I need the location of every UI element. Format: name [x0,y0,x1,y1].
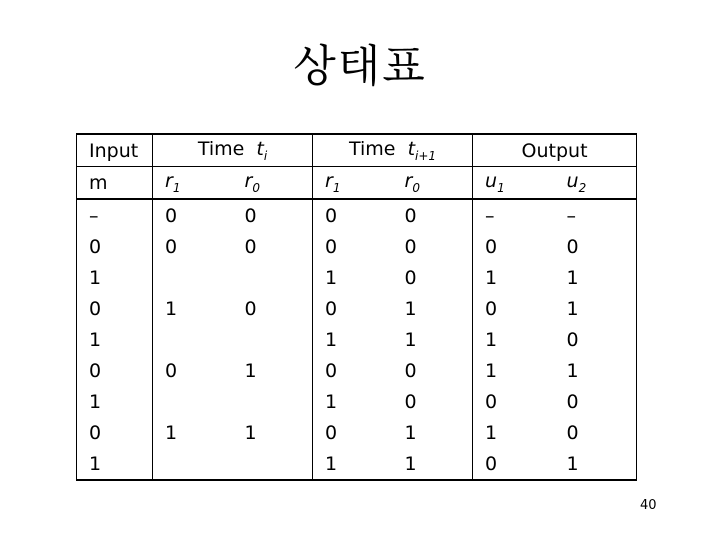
cell-u1: 0 [473,293,555,324]
cell-r1 [153,324,233,355]
cell-m: 0 [77,293,153,324]
cell-r1: 0 [153,199,233,231]
cell-r1-next: 1 [313,262,393,293]
page-title: 상태표 [293,41,427,92]
cell-r0: 0 [233,199,313,231]
header-time-ti: Time $t_i$ [153,134,313,167]
cell-r0-next: 1 [393,324,473,355]
cell-r1-next: 0 [313,417,393,448]
cell-r1-next: 0 [313,199,393,231]
cell-u1: 1 [473,417,555,448]
cell-r0-next: 0 [393,262,473,293]
header-output: Output [473,134,637,167]
cell-r1-next: 1 [313,386,393,417]
subheader-r0: $r_0$ [233,167,313,200]
cell-u2: 1 [555,355,637,386]
cell-r1 [153,262,233,293]
subheader-r1-next: $r_1$ [313,167,393,200]
subheader-m: m [77,167,153,200]
table-row [77,324,637,355]
cell-m: 1 [77,448,153,480]
cell-r0: 0 [233,293,313,324]
header-input: Input [77,134,153,167]
cell-r0: 0 [233,231,313,262]
cell-r1: 1 [153,293,233,324]
cell-r1: 0 [153,355,233,386]
table-row [77,199,637,231]
cell-r0 [233,448,313,480]
state-table [76,133,637,481]
cell-r1: 0 [153,231,233,262]
table-row [77,386,637,417]
cell-m: 0 [77,417,153,448]
cell-u2: 1 [555,293,637,324]
cell-u2: 0 [555,386,637,417]
subheader-u1: $u_1$ [473,167,555,200]
cell-m: 1 [77,262,153,293]
table-row [77,417,637,448]
header-row [77,134,637,167]
table-row [77,355,637,386]
cell-u1: 0 [473,386,555,417]
cell-m: 0 [77,355,153,386]
cell-r0-next: 1 [393,417,473,448]
table-row [77,262,637,293]
header-time-ti1: Time $t_{i+1}$ [313,134,473,167]
subheader-u2: $u_2$ [555,167,637,200]
cell-r0-next: 1 [393,448,473,480]
cell-r0 [233,386,313,417]
cell-r1-next: 1 [313,324,393,355]
cell-u2: 0 [555,417,637,448]
table-row [77,448,637,480]
cell-m: 0 [77,231,153,262]
cell-u1: 1 [473,355,555,386]
cell-r1-next: 0 [313,355,393,386]
cell-u2: 0 [555,324,637,355]
cell-r1-next: 1 [313,448,393,480]
subheader-r0-next: $r_0$ [393,167,473,200]
page-number: 40 [640,498,657,513]
cell-m: 1 [77,324,153,355]
subheader-r1: $r_1$ [153,167,233,200]
cell-u1: – [473,199,555,231]
table-row [77,293,637,324]
cell-u2: 0 [555,231,637,262]
cell-r0: 1 [233,355,313,386]
cell-u1: 1 [473,262,555,293]
cell-m: – [77,199,153,231]
cell-r1: 1 [153,417,233,448]
cell-u1: 0 [473,231,555,262]
cell-r1-next: 0 [313,293,393,324]
cell-r1 [153,386,233,417]
cell-u1: 0 [473,448,555,480]
cell-r0-next: 0 [393,199,473,231]
cell-m: 1 [77,386,153,417]
cell-u2: 1 [555,448,637,480]
subheader-row [77,167,637,200]
cell-r0 [233,324,313,355]
cell-r0-next: 1 [393,293,473,324]
cell-u2: – [555,199,637,231]
cell-r0: 1 [233,417,313,448]
cell-u1: 1 [473,324,555,355]
cell-r0-next: 0 [393,386,473,417]
cell-r0-next: 0 [393,355,473,386]
cell-r0 [233,262,313,293]
cell-r0-next: 0 [393,231,473,262]
cell-u2: 1 [555,262,637,293]
cell-r1 [153,448,233,480]
cell-r1-next: 0 [313,231,393,262]
table-row [77,231,637,262]
